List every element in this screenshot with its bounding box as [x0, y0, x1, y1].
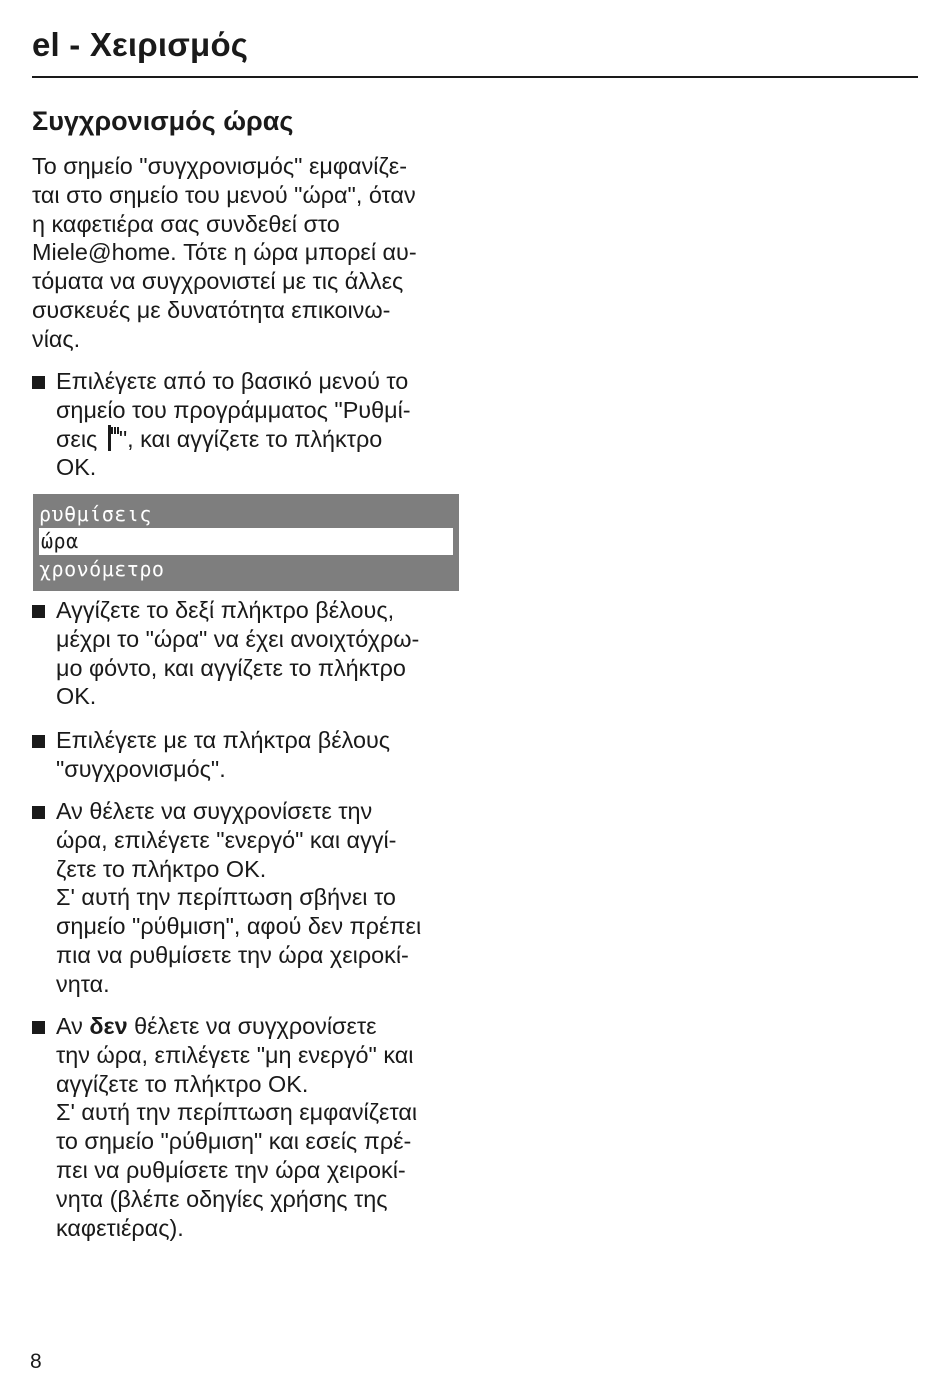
settings-flag-icon [107, 425, 119, 451]
intro-line: ται στο σημείο του μενού "ώρα", όταν [32, 181, 416, 208]
intro-line: Το σημείο "συγχρονισμός" εμφανίζε- [32, 153, 408, 179]
step-line: νητα. [56, 970, 110, 997]
step-line: Επιλέγετε με τα πλήκτρα βέλους [56, 727, 391, 753]
step-line: νητα (βλέπε οδηγίες χρήσης της [56, 1185, 388, 1212]
step-text: Αν [56, 1013, 90, 1039]
step-line: Σ' αυτή την περίπτωση εμφανίζεται [56, 1099, 418, 1126]
intro-line: συσκευές με δυνατότητα επικοινω- [32, 296, 391, 323]
page-number: 8 [30, 1350, 42, 1373]
step-line [56, 1012, 417, 1041]
step-line: ζετε το πλήκτρο OK. [56, 855, 267, 882]
step-line: Αγγίζετε το δεξί πλήκτρο βέλους, [56, 597, 395, 623]
step-line: μέχρι το "ώρα" να έχει ανοιχτόχρω- [56, 625, 420, 652]
step-line: "συγχρονισμός". [56, 755, 226, 782]
page-header-title: el - Χειρισμός [32, 26, 249, 63]
step-line: πει να ρυθμίσετε την ώρα χειροκί- [56, 1156, 406, 1183]
intro-line: Miele@home. Τότε η ώρα μπορεί αυ- [32, 239, 417, 266]
step-text: ", και αγγίζετε το πλήκτρο [118, 425, 383, 452]
bullet-marker [32, 735, 45, 748]
step-line [56, 425, 411, 454]
step-line: την ώρα, επιλέγετε "μη ενεργό" και [56, 1041, 414, 1068]
display-menu-item-selected: ώρα [39, 528, 453, 555]
section-title: Συγχρονισμός ώρας [32, 106, 294, 136]
step-line: Αν θέλετε να συγχρονίσετε την [56, 798, 373, 824]
step-line: σημείο του προγράμματος "Ρυθμί- [56, 396, 411, 423]
step-line: καφετιέρας). [56, 1214, 184, 1241]
step-line: ώρα, επιλέγετε "ενεργό" και αγγί- [56, 826, 397, 853]
bullet-marker [32, 605, 45, 618]
step-line: αγγίζετε το πλήκτρο OK. [56, 1070, 309, 1097]
step-line: το σημείο "ρύθμιση" και εσείς πρέ- [56, 1128, 412, 1155]
emphasis-text: δεν [89, 1013, 128, 1039]
step-line: πια να ρυθμίσετε την ώρα χειροκί- [56, 941, 409, 968]
step-line: OK. [56, 683, 97, 710]
intro-line: η καφετιέρα σας συνδεθεί στο [32, 210, 340, 237]
display-menu-item: χρονόμετρο [39, 557, 165, 581]
intro-paragraph [32, 152, 472, 354]
bullet-marker [32, 1021, 45, 1034]
step-line: Επιλέγετε από το βασικό μενού το [56, 368, 409, 394]
display-menu-item: ρυθμίσεις [39, 502, 152, 526]
bullet-marker [32, 806, 45, 819]
header-rule [32, 76, 918, 78]
step-text: σεις [56, 425, 104, 452]
step-line: Σ' αυτή την περίπτωση σβήνει το [56, 884, 396, 911]
device-display [33, 494, 459, 591]
step-line: μο φόντο, και αγγίζετε το πλήκτρο [56, 654, 406, 681]
step-line: OK. [56, 454, 97, 481]
intro-line: τόματα να συγχρονιστεί με τις άλλες [32, 268, 404, 295]
bullet-marker [32, 376, 45, 389]
step-line: σημείο "ρύθμιση", αφού δεν πρέπει [56, 913, 422, 940]
step-text: θέλετε να συγχρονίσετε [127, 1013, 377, 1039]
intro-line: νίας. [32, 325, 81, 352]
